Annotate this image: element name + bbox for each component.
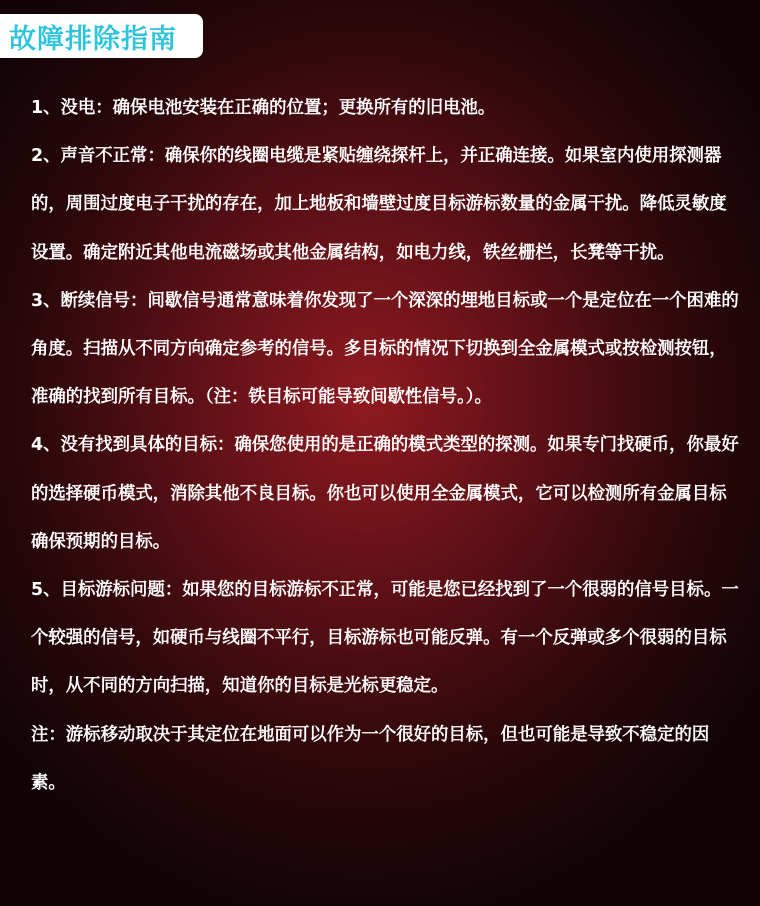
item-target-cursor-problem: 5、目标游标问题：如果您的目标游标不正常，可能是您已经找到了一个很弱的信号目标。一个较强的信号，如硬币与线圈不平行，目标游标也可能反弹。有一个反弹或多个很弱的目标时，从不同的方向扫描，知道你的目标是光标更稳定。 xyxy=(31,580,739,697)
troubleshooting-content xyxy=(31,84,739,807)
title-banner xyxy=(0,14,203,58)
note-paragraph: 注：游标移动取决于其定位在地面可以作为一个很好的目标，但也可能是导致不稳定的因素。 xyxy=(31,724,710,793)
item-target-not-found: 4、没有找到具体的目标：确保您使用的是正确的模式类型的探测。如果专门找硬币，你最好的选择硬币模式，消除其他不良目标。你也可以使用全金属模式，它可以检测所有金属目标确保预期的目标。 xyxy=(31,435,739,552)
item-abnormal-sound: 2、声音不正常：确保你的线圈电缆是紧贴缠绕探杆上，并正确连接。如果室内使用探测器的，周围过度电子干扰的存在，加上地板和墙壁过度目标游标数量的金属干扰。降低灵敏度设置。确定附近其他电流磁场或其他金属结构，如电力线，铁丝栅栏，长凳等干扰。 xyxy=(31,146,727,263)
item-intermittent-signal: 3、断续信号：间歇信号通常意味着你发现了一个深深的埋地目标或一个是定位在一个困难的角度。扫描从不同方向确定参考的信号。多目标的情况下切换到全金属模式或按检测按钮，准确的找到所有目标。（注：铁目标可能导致间歇性信号。）。 xyxy=(31,290,739,408)
item-no-power: 1、没电：确保电池安装在正确的位置；更换所有的旧电池。 xyxy=(31,98,496,118)
page-title: 故障排除指南 xyxy=(9,23,177,55)
